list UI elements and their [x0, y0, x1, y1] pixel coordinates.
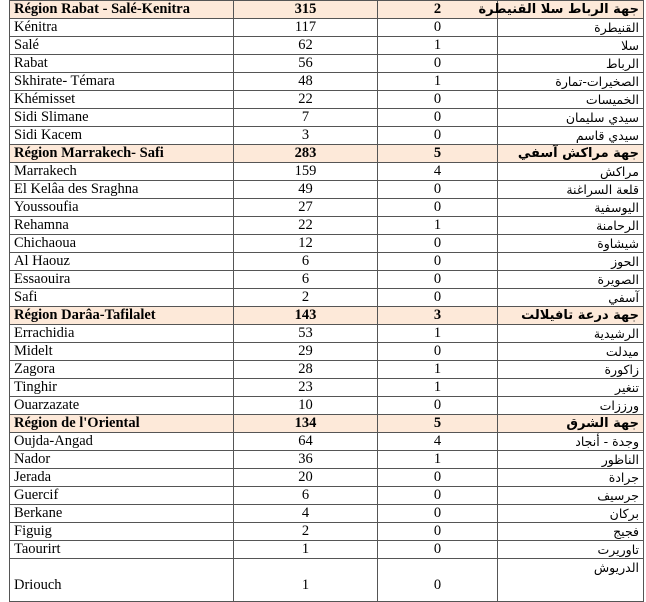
cases-count: 6 [234, 271, 378, 289]
place-name-ar: اليوسفية [498, 199, 644, 217]
deaths-count: 0 [378, 109, 498, 127]
place-name-fr: Rabat [10, 55, 234, 73]
place-name-fr: Khémisset [10, 91, 234, 109]
deaths-count: 0 [378, 199, 498, 217]
deaths-count: 0 [378, 19, 498, 37]
table-row [10, 505, 644, 523]
table-row [10, 253, 644, 271]
place-name-fr: Errachidia [10, 325, 234, 343]
regional-cases-table [9, 0, 644, 602]
table-row [10, 379, 644, 397]
cases-count: 7 [234, 109, 378, 127]
deaths-count: 0 [378, 505, 498, 523]
table-row [10, 55, 644, 73]
cases-count: 27 [234, 199, 378, 217]
table-row [10, 19, 644, 37]
table-row [10, 181, 644, 199]
cases-count: 283 [234, 145, 378, 163]
place-name-fr: Sidi Kacem [10, 127, 234, 145]
table-row [10, 91, 644, 109]
table-row [10, 73, 644, 91]
deaths-count: 0 [378, 253, 498, 271]
table-row [10, 397, 644, 415]
place-name-fr: Jerada [10, 469, 234, 487]
place-name-ar: تاوريرت [498, 541, 644, 559]
place-name-fr: Région de l'Oriental [10, 415, 234, 433]
deaths-count: 5 [378, 415, 498, 433]
place-name-ar: بركان [498, 505, 644, 523]
place-name-ar: زاكورة [498, 361, 644, 379]
table-row [10, 235, 644, 253]
place-name-ar: جهة الشرق [498, 415, 644, 433]
table-row [10, 271, 644, 289]
table-row [10, 109, 644, 127]
place-name-fr: Région Rabat - Salé-Kenitra [10, 1, 234, 19]
cases-count: 36 [234, 451, 378, 469]
cases-count: 315 [234, 1, 378, 19]
place-name-ar: سيدي قاسم [498, 127, 644, 145]
deaths-count: 1 [378, 37, 498, 55]
deaths-count: 0 [378, 235, 498, 253]
table-row [10, 289, 644, 307]
deaths-count: 0 [378, 91, 498, 109]
place-name-fr: Safi [10, 289, 234, 307]
place-name-ar: تنغير [498, 379, 644, 397]
deaths-count: 0 [378, 127, 498, 145]
cases-count: 4 [234, 505, 378, 523]
cases-count: 6 [234, 253, 378, 271]
deaths-count: 0 [378, 343, 498, 361]
place-name-ar: سلا [498, 37, 644, 55]
table-row [10, 451, 644, 469]
table-row [10, 469, 644, 487]
table-row [10, 559, 644, 602]
place-name-ar: الرباط [498, 55, 644, 73]
table-row [10, 163, 644, 181]
cases-count: 53 [234, 325, 378, 343]
table-body [10, 1, 644, 602]
table-row [10, 541, 644, 559]
cases-count: 2 [234, 289, 378, 307]
cases-count: 143 [234, 307, 378, 325]
place-name-ar: سيدي سليمان [498, 109, 644, 127]
place-name-fr: Figuig [10, 523, 234, 541]
place-name-ar: القنيطرة [498, 19, 644, 37]
deaths-count: 0 [378, 541, 498, 559]
deaths-count: 0 [378, 469, 498, 487]
region-row [10, 307, 644, 325]
table-row [10, 487, 644, 505]
cases-count: 48 [234, 73, 378, 91]
place-name-fr: Youssoufia [10, 199, 234, 217]
table-row [10, 433, 644, 451]
deaths-count: 1 [378, 451, 498, 469]
cases-count: 20 [234, 469, 378, 487]
region-row [10, 145, 644, 163]
place-name-ar: شيشاوة [498, 235, 644, 253]
cases-count: 10 [234, 397, 378, 415]
place-name-ar: فجيج [498, 523, 644, 541]
cases-count: 1 [234, 541, 378, 559]
deaths-count: 0 [378, 487, 498, 505]
place-name-ar: ورززات [498, 397, 644, 415]
table-row [10, 325, 644, 343]
place-name-ar: جهة مراكش آسفي [498, 145, 644, 163]
cases-count: 12 [234, 235, 378, 253]
cases-count: 29 [234, 343, 378, 361]
cases-count: 64 [234, 433, 378, 451]
place-name-fr: Rehamna [10, 217, 234, 235]
deaths-count: 0 [378, 523, 498, 541]
region-row [10, 415, 644, 433]
cases-count: 49 [234, 181, 378, 199]
place-name-fr: Chichaoua [10, 235, 234, 253]
place-name-ar: جرسيف [498, 487, 644, 505]
cases-count: 1 [234, 559, 378, 602]
table-row [10, 523, 644, 541]
place-name-ar: جرادة [498, 469, 644, 487]
place-name-fr: Oujda-Angad [10, 433, 234, 451]
deaths-count: 0 [378, 55, 498, 73]
deaths-count: 5 [378, 145, 498, 163]
place-name-fr: Région Marrakech- Safi [10, 145, 234, 163]
place-name-ar: جهة الرباط سلا القنيطرة [498, 1, 644, 19]
deaths-count: 0 [378, 181, 498, 199]
cases-count: 22 [234, 217, 378, 235]
deaths-count: 1 [378, 379, 498, 397]
deaths-count: 1 [378, 325, 498, 343]
table-row [10, 37, 644, 55]
place-name-fr: Marrakech [10, 163, 234, 181]
place-name-fr: Ouarzazate [10, 397, 234, 415]
cases-count: 22 [234, 91, 378, 109]
place-name-fr: El Kelâa des Sraghna [10, 181, 234, 199]
place-name-fr: Zagora [10, 361, 234, 379]
cases-count: 2 [234, 523, 378, 541]
place-name-ar: الرشيدية [498, 325, 644, 343]
deaths-count: 3 [378, 307, 498, 325]
cases-count: 159 [234, 163, 378, 181]
deaths-count: 4 [378, 433, 498, 451]
place-name-ar: قلعة السراغنة [498, 181, 644, 199]
deaths-count: 0 [378, 289, 498, 307]
deaths-count: 2 [378, 1, 498, 19]
place-name-ar: جهة درعة تافيلالت [498, 307, 644, 325]
deaths-count: 0 [378, 397, 498, 415]
place-name-fr: Essaouira [10, 271, 234, 289]
place-name-fr: Berkane [10, 505, 234, 523]
cases-count: 3 [234, 127, 378, 145]
place-name-ar: ميدلت [498, 343, 644, 361]
cases-count: 56 [234, 55, 378, 73]
place-name-fr: Nador [10, 451, 234, 469]
place-name-fr: Taourirt [10, 541, 234, 559]
place-name-fr: Skhirate- Témara [10, 73, 234, 91]
region-row [10, 1, 644, 19]
table-row [10, 361, 644, 379]
place-name-ar: آسفي [498, 289, 644, 307]
deaths-count: 0 [378, 271, 498, 289]
table-row [10, 343, 644, 361]
cases-count: 6 [234, 487, 378, 505]
deaths-count: 1 [378, 73, 498, 91]
table-row [10, 127, 644, 145]
cases-count: 28 [234, 361, 378, 379]
place-name-ar: الدريوش [498, 559, 644, 602]
place-name-fr: Al Haouz [10, 253, 234, 271]
place-name-fr: Sidi Slimane [10, 109, 234, 127]
deaths-count: 4 [378, 163, 498, 181]
place-name-fr: Guercif [10, 487, 234, 505]
place-name-fr: Salé [10, 37, 234, 55]
cases-count: 23 [234, 379, 378, 397]
place-name-ar: الحوز [498, 253, 644, 271]
table-row [10, 199, 644, 217]
place-name-fr: Driouch [10, 559, 234, 602]
place-name-ar: الصويرة [498, 271, 644, 289]
place-name-ar: الخميسات [498, 91, 644, 109]
place-name-ar: الناظور [498, 451, 644, 469]
table-row [10, 217, 644, 235]
place-name-fr: Tinghir [10, 379, 234, 397]
place-name-ar: مراكش [498, 163, 644, 181]
place-name-ar: الصخيرات-تمارة [498, 73, 644, 91]
place-name-fr: Région Darâa-Tafilalet [10, 307, 234, 325]
deaths-count: 1 [378, 361, 498, 379]
deaths-count: 1 [378, 217, 498, 235]
cases-count: 134 [234, 415, 378, 433]
place-name-ar: وجدة - أنجاد [498, 433, 644, 451]
place-name-fr: Midelt [10, 343, 234, 361]
cases-count: 62 [234, 37, 378, 55]
place-name-ar: الرحامنة [498, 217, 644, 235]
deaths-count: 0 [378, 559, 498, 602]
cases-count: 117 [234, 19, 378, 37]
place-name-fr: Kénitra [10, 19, 234, 37]
